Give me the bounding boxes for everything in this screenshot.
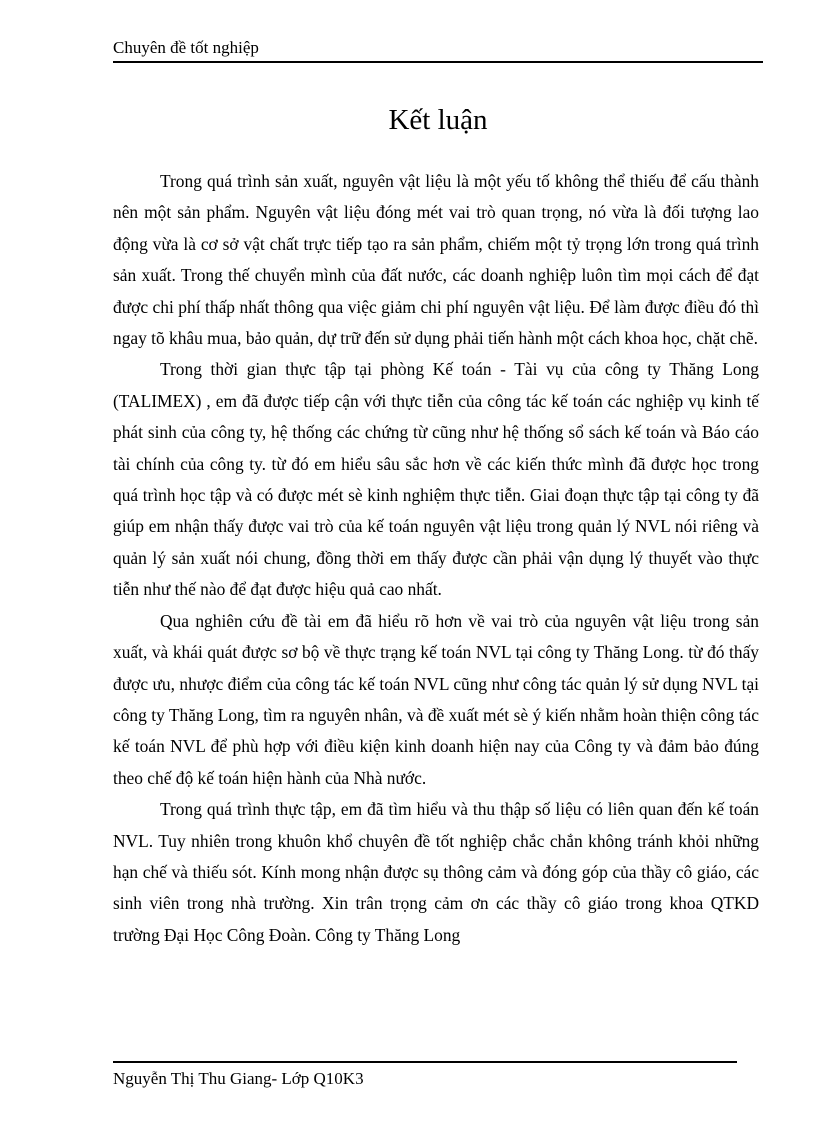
paragraph-1: Trong quá trình sản xuất, nguyên vật liệu là một yếu tố không thể thiếu để cấu thành nên một sản phẩm. Nguyên vật liệu đóng mét vai trò quan trọng, nó vừa là đối tượng lao động vừa là cơ sở vật chất trực tiếp tạo ra sản phẩm, chiếm một tỷ trọng lớn trong quá trình sản xuất. Trong thế chuyển mình của đất nước, các doanh nghiệp luôn tìm mọi cách để đạt được chi phí thấp nhất thông qua việc giảm chi phí nguyên vật liệu. Để làm được điều đó thì ngay tõ khâu mua, bảo quản, dự trữ đến sử dụng phải tiến hành một cách khoa học, chặt chẽ. xyxy=(113,171,759,349)
paragraph-3: Qua nghiên cứu đề tài em đã hiểu rõ hơn về vai trò của nguyên vật liệu trong sản xuất, và khái quát được sơ bộ về thực trạng kế toán NVL tại công ty Thăng Long. từ đó thấy được ưu, nhược điểm của công tác kế toán NVL cũng như công tác quản lý sử dụng NVL tại công ty Thăng Long, tìm ra nguyên nhân, và đề xuất mét sè ý kiến nhằm hoàn thiện công tác kế toán NVL để phù hợp với điều kiện kinh doanh hiện nay của Công ty và đảm bảo đúng theo chế độ kế toán hiện hành của Nhà nước. xyxy=(113,610,759,788)
footer-divider xyxy=(113,1061,737,1063)
page-footer: Nguyễn Thị Thu Giang- Lớp Q10K3 xyxy=(113,1069,364,1088)
page-header: Chuyên đề tốt nghiệp xyxy=(113,38,259,57)
paragraph-2: Trong thời gian thực tập tại phòng Kế toán - Tài vụ của công ty Thăng Long (TALIMEX) , em đã được tiếp cận với thực tiễn của công tác kế toán các nghiệp vụ kinh tế phát sinh của công ty, hệ thống các chứng từ cũng như hệ thống sổ sách kế toán và Báo cáo tài chính của công ty. từ đó em hiểu sâu sắc hơn về các kiến thức mình đã được học trong quá trình học tập và có được mét sè kinh nghiệm thực tiễn. Giai đoạn thực tập tại công ty đã giúp em nhận thấy được vai trò của kế toán nguyên vật liệu trong quản lý NVL nói riêng và quản lý sản xuất nói chung, đồng thời em thấy được cần phải vận dụng lý thuyết vào thực tiễn như thế nào để đạt được hiệu quả cao nhất. xyxy=(113,359,759,600)
paragraph-4: Trong quá trình thực tập, em đã tìm hiểu và thu thập số liệu có liên quan đến kế toán NVL. Tuy nhiên trong khuôn khổ chuyên đề tốt nghiệp chắc chắn không tránh khỏi những hạn chế và thiếu sót. Kính mong nhận được sụ thông cảm và đóng góp của thầy cô giáo, các sinh viên trong nhà trường. Xin trân trọng cảm ơn các thầy cô giáo trong khoa QTKD trường Đại Học Công Đoàn. Công ty Thăng Long xyxy=(113,799,759,945)
body-text xyxy=(113,166,759,951)
page-title: Kết luận xyxy=(388,104,488,136)
header-divider xyxy=(113,61,763,63)
